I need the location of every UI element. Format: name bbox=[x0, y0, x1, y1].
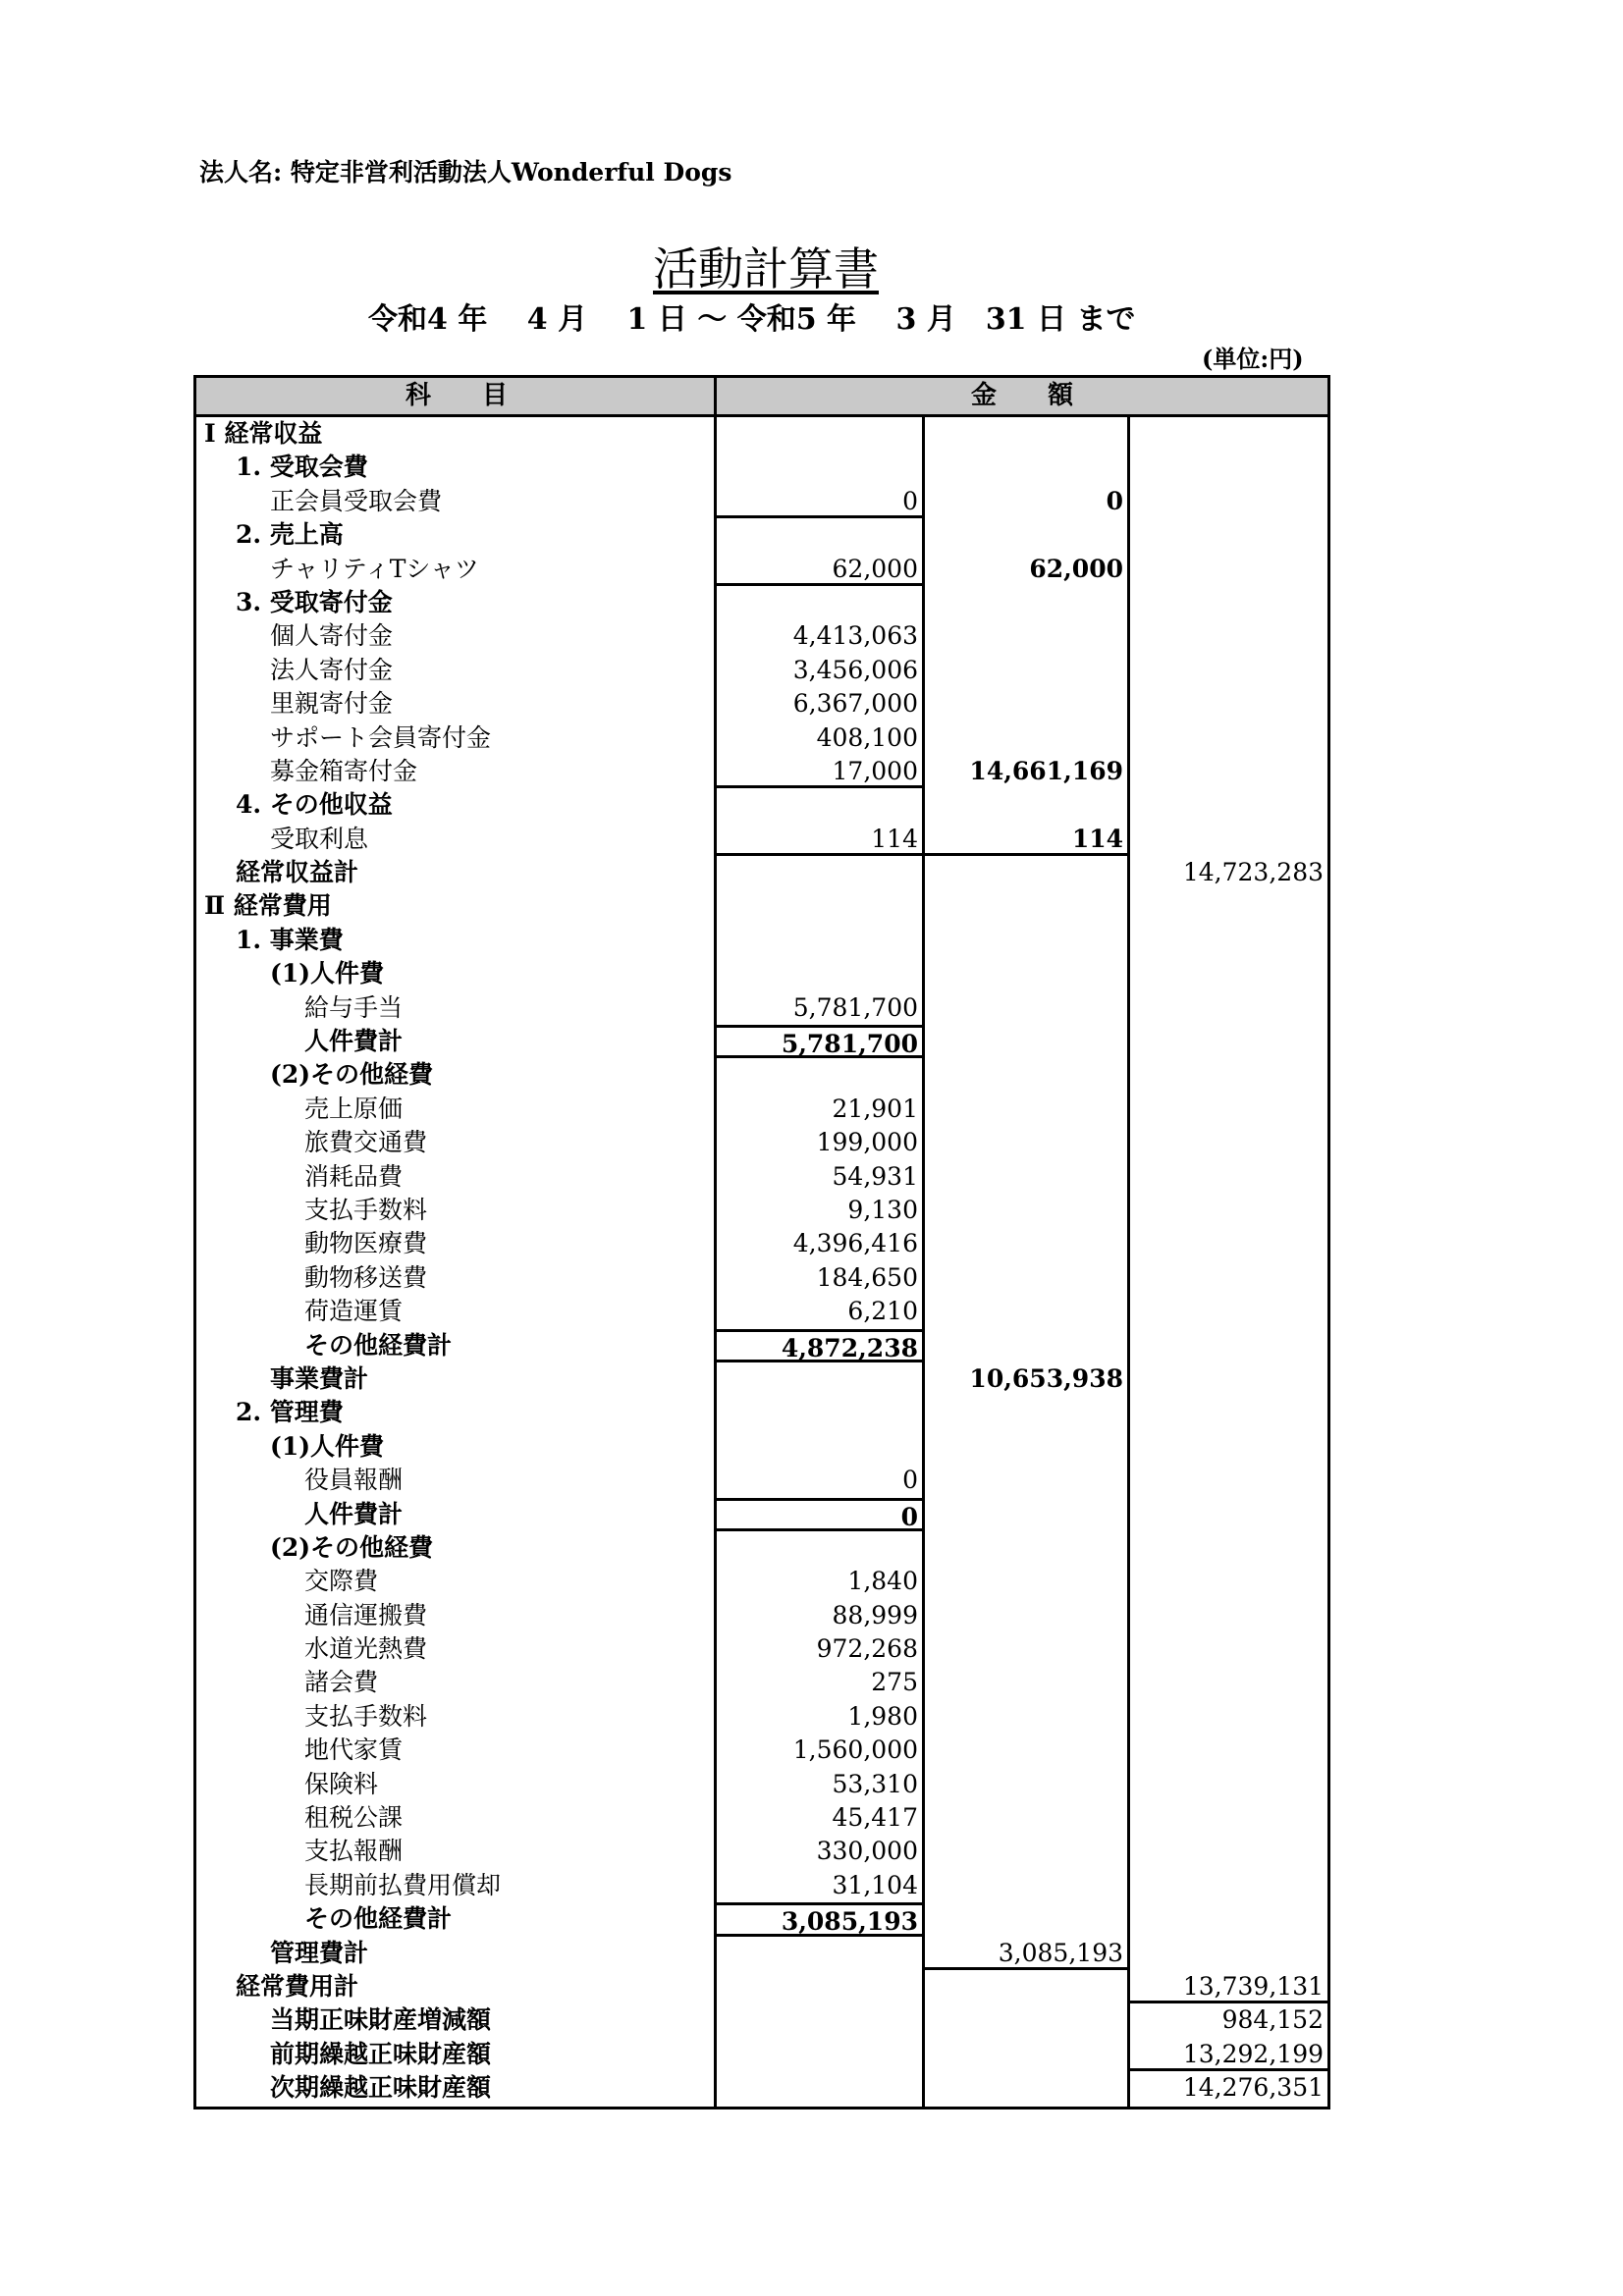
row-label: 役員報酬 bbox=[304, 1466, 404, 1495]
table-row bbox=[196, 1970, 1327, 2003]
table-row bbox=[196, 1498, 1327, 1531]
amount-cell: 0 bbox=[1106, 486, 1123, 515]
fiscal-period: 令和4 年 4 月 1 日 ～ 令和5 年 3 月 31 日 まで bbox=[368, 302, 1136, 337]
row-label: (1)人件費 bbox=[270, 959, 385, 988]
row-label: 里親寄付金 bbox=[270, 689, 394, 719]
row-label: 正会員受取会費 bbox=[270, 486, 443, 515]
row-label: 動物移送費 bbox=[304, 1262, 428, 1292]
amount-cell: 14,661,169 bbox=[969, 756, 1123, 785]
table-row bbox=[196, 1093, 1327, 1126]
table-row bbox=[196, 755, 1327, 788]
amount-cell: 3,085,193 bbox=[717, 1902, 922, 1936]
row-label: 長期前払費用償却 bbox=[304, 1870, 502, 1899]
amount-cell: 6,367,000 bbox=[792, 689, 918, 719]
row-label: Ⅰ 経常収益 bbox=[204, 419, 323, 448]
amount-cell: 13,292,199 bbox=[1130, 2038, 1327, 2071]
row-label: 受取利息 bbox=[270, 824, 369, 853]
row-label: 交際費 bbox=[304, 1567, 379, 1596]
amount-cell: 4,413,063 bbox=[792, 621, 918, 651]
row-label: サポート会員寄付金 bbox=[270, 722, 492, 752]
amount-cell: 31,104 bbox=[832, 1870, 918, 1899]
table-row bbox=[196, 856, 1327, 889]
row-label: 当期正味財産増減額 bbox=[270, 2005, 492, 2035]
table-header bbox=[196, 378, 1327, 417]
row-label: 動物医療費 bbox=[304, 1229, 428, 1258]
table-row bbox=[196, 1194, 1327, 1227]
table-row bbox=[196, 1835, 1327, 1868]
table-row bbox=[196, 1295, 1327, 1328]
amount-cell: 3,456,006 bbox=[792, 655, 918, 684]
row-label: 経常費用計 bbox=[236, 1971, 359, 2001]
table-row bbox=[196, 2071, 1327, 2105]
table-row bbox=[196, 1869, 1327, 1902]
amount-cell: 184,650 bbox=[816, 1262, 918, 1292]
row-label: 通信運搬費 bbox=[304, 1600, 428, 1629]
row-label: 旅費交通費 bbox=[304, 1128, 428, 1157]
amount-cell: 275 bbox=[871, 1668, 918, 1697]
table-row bbox=[196, 991, 1327, 1025]
table-row bbox=[196, 687, 1327, 721]
table-row bbox=[196, 619, 1327, 653]
row-label: 支払報酬 bbox=[304, 1837, 404, 1866]
amount-cell: 0 bbox=[717, 1498, 922, 1531]
activity-statement-table bbox=[193, 375, 1330, 2109]
table-row bbox=[196, 1801, 1327, 1835]
amount-cell: 53,310 bbox=[832, 1769, 918, 1798]
amount-cell: 14,276,351 bbox=[1182, 2073, 1324, 2103]
amount-cell: 3,085,193 bbox=[925, 1937, 1127, 1970]
row-label: その他経費計 bbox=[304, 1330, 453, 1360]
row-label: 支払手数料 bbox=[304, 1195, 428, 1224]
table-row bbox=[196, 1329, 1327, 1362]
table-row bbox=[196, 654, 1327, 687]
table-row bbox=[196, 924, 1327, 957]
amount-cell: 984,152 bbox=[1221, 2005, 1324, 2035]
amount-cell: 1,980 bbox=[847, 1701, 918, 1731]
table-row bbox=[196, 1396, 1327, 1429]
amount-cell: 62,000 bbox=[1029, 554, 1123, 583]
table-row bbox=[196, 1464, 1327, 1497]
row-label: 個人寄付金 bbox=[270, 621, 394, 651]
row-label: 消耗品費 bbox=[304, 1161, 404, 1191]
table-row bbox=[196, 823, 1327, 856]
row-label: 前期繰越正味財産額 bbox=[270, 2039, 492, 2068]
table-row bbox=[196, 2038, 1327, 2071]
amount-cell: 62,000 bbox=[717, 553, 922, 586]
table-row bbox=[196, 1632, 1327, 1666]
table-row bbox=[196, 1025, 1327, 1058]
table-row bbox=[196, 1430, 1327, 1464]
amount-cell: 21,901 bbox=[832, 1094, 918, 1123]
row-label: 地代家賃 bbox=[304, 1735, 404, 1765]
table-body bbox=[196, 417, 1327, 2106]
row-label: (2)その他経費 bbox=[270, 1060, 434, 1090]
table-row bbox=[196, 1734, 1327, 1767]
amount-cell: 5,781,700 bbox=[717, 1025, 922, 1058]
table-row bbox=[196, 1666, 1327, 1699]
row-label: チャリティTシャツ bbox=[270, 554, 479, 583]
table-row bbox=[196, 1565, 1327, 1598]
row-label: 荷造運賃 bbox=[304, 1297, 404, 1326]
amount-cell: 1,840 bbox=[847, 1567, 918, 1596]
table-row bbox=[196, 553, 1327, 586]
row-label: 法人寄付金 bbox=[270, 655, 394, 684]
row-label: 管理費計 bbox=[270, 1938, 369, 1967]
amount-cell: 13,739,131 bbox=[1130, 1970, 1327, 2003]
corporation-name: 法人名: 特定非営利活動法人Wonderful Dogs bbox=[199, 158, 732, 187]
row-label: 次期繰越正味財産額 bbox=[270, 2073, 492, 2103]
row-label: 1. 受取会費 bbox=[236, 453, 368, 482]
amount-cell: 6,210 bbox=[847, 1297, 918, 1326]
amount-cell: 14,723,283 bbox=[1182, 858, 1324, 887]
amount-cell: 114 bbox=[925, 823, 1127, 856]
row-label: 売上原価 bbox=[304, 1094, 404, 1123]
table-row bbox=[196, 1227, 1327, 1260]
row-label: 2. 管理費 bbox=[236, 1398, 344, 1427]
amount-cell: 972,268 bbox=[816, 1634, 918, 1664]
amount-cell: 17,000 bbox=[717, 755, 922, 788]
row-label: 支払手数料 bbox=[304, 1701, 428, 1731]
table-row bbox=[196, 1937, 1327, 1970]
row-label: 3. 受取寄付金 bbox=[236, 587, 393, 616]
amount-cell: 330,000 bbox=[816, 1837, 918, 1866]
table-row bbox=[196, 788, 1327, 822]
table-row bbox=[196, 417, 1327, 451]
row-label: 保険料 bbox=[304, 1769, 379, 1798]
amount-column-header: 金 額 bbox=[970, 381, 1073, 410]
document-title: 活動計算書 bbox=[653, 242, 879, 295]
amount-cell: 4,396,416 bbox=[792, 1229, 918, 1258]
table-row bbox=[196, 1362, 1327, 1396]
table-row bbox=[196, 2003, 1327, 2037]
table-row bbox=[196, 721, 1327, 755]
table-row bbox=[196, 451, 1327, 484]
table-row bbox=[196, 586, 1327, 619]
amount-cell: 4,872,238 bbox=[717, 1329, 922, 1362]
amount-cell: 199,000 bbox=[816, 1128, 918, 1157]
table-row bbox=[196, 485, 1327, 518]
row-label: 給与手当 bbox=[304, 992, 404, 1022]
amount-cell: 54,931 bbox=[832, 1161, 918, 1191]
row-label: Ⅱ 経常費用 bbox=[204, 891, 332, 921]
table-row bbox=[196, 1902, 1327, 1936]
row-label: 経常収益計 bbox=[236, 858, 359, 887]
row-label: 2. 売上高 bbox=[236, 520, 344, 550]
table-row bbox=[196, 1058, 1327, 1092]
row-label: (2)その他経費 bbox=[270, 1532, 434, 1562]
amount-cell: 408,100 bbox=[816, 722, 918, 752]
amount-cell: 9,130 bbox=[847, 1195, 918, 1224]
row-label: 人件費計 bbox=[304, 1027, 404, 1056]
amount-cell: 45,417 bbox=[832, 1803, 918, 1833]
row-label: 事業費計 bbox=[270, 1363, 369, 1393]
row-label: 水道光熱費 bbox=[304, 1634, 428, 1664]
row-label: (1)人件費 bbox=[270, 1431, 385, 1461]
table-row bbox=[196, 957, 1327, 990]
table-row bbox=[196, 1160, 1327, 1194]
table-row bbox=[196, 1599, 1327, 1632]
amount-cell: 5,781,700 bbox=[792, 992, 918, 1022]
row-label: 諸会費 bbox=[304, 1668, 379, 1697]
table-row bbox=[196, 889, 1327, 923]
table-row bbox=[196, 1768, 1327, 1801]
table-row bbox=[196, 1126, 1327, 1159]
amount-cell: 0 bbox=[717, 485, 922, 518]
amount-cell: 0 bbox=[902, 1466, 918, 1495]
row-label: 4. その他収益 bbox=[236, 790, 393, 820]
amount-cell: 10,653,938 bbox=[969, 1363, 1123, 1393]
row-label: 人件費計 bbox=[304, 1499, 404, 1528]
table-row bbox=[196, 1700, 1327, 1734]
subject-column-header: 科 目 bbox=[405, 381, 508, 410]
amount-cell: 1,560,000 bbox=[792, 1735, 918, 1765]
currency-unit: (単位:円) bbox=[1202, 345, 1304, 373]
row-label: 1. 事業費 bbox=[236, 925, 344, 954]
row-label: その他経費計 bbox=[304, 1904, 453, 1934]
table-row bbox=[196, 518, 1327, 552]
amount-cell: 88,999 bbox=[832, 1600, 918, 1629]
row-label: 租税公課 bbox=[304, 1803, 404, 1833]
amount-cell: 114 bbox=[717, 823, 922, 856]
table-row bbox=[196, 1531, 1327, 1565]
row-label: 募金箱寄付金 bbox=[270, 756, 418, 785]
table-row bbox=[196, 1261, 1327, 1295]
